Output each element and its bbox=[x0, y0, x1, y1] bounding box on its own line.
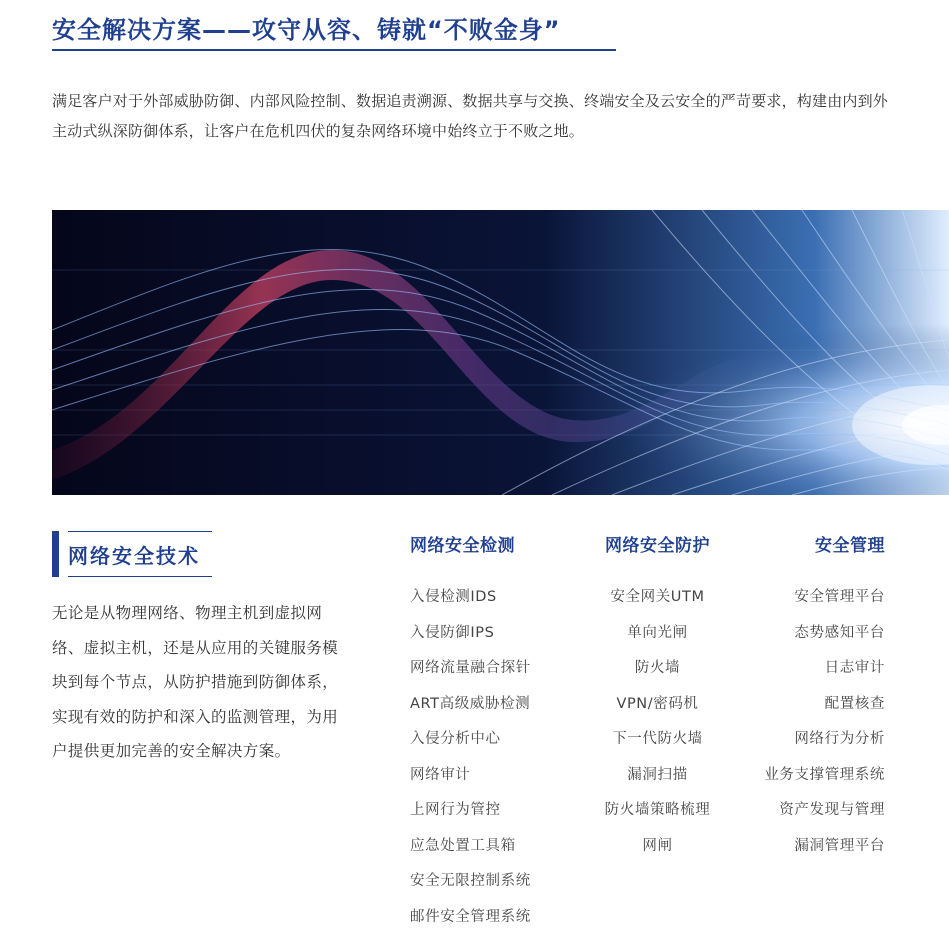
list-item: VPN/密码机 bbox=[580, 687, 735, 723]
list-item: 资产发现与管理 bbox=[735, 793, 885, 829]
list-item: 态势感知平台 bbox=[735, 616, 885, 652]
list-item: 安全无限控制系统 bbox=[410, 864, 590, 900]
list-item: 下一代防火墙 bbox=[580, 722, 735, 758]
product-list bbox=[735, 580, 885, 864]
list-item: 应急处置工具箱 bbox=[410, 829, 590, 865]
list-item: 网络流量融合探针 bbox=[410, 651, 590, 687]
list-item: 漏洞扫描 bbox=[580, 758, 735, 794]
column-title: 网络安全检测 bbox=[410, 533, 590, 559]
section-accent-bar bbox=[52, 531, 59, 577]
list-item: 安全管理平台 bbox=[735, 580, 885, 616]
list-item: 入侵分析中心 bbox=[410, 722, 590, 758]
column-detection bbox=[410, 533, 590, 935]
list-item: 入侵检测IDS bbox=[410, 580, 590, 616]
list-item: 入侵防御IPS bbox=[410, 616, 590, 652]
list-item: 网络行为分析 bbox=[735, 722, 885, 758]
section-title-top-line bbox=[68, 531, 212, 532]
list-item: 日志审计 bbox=[735, 651, 885, 687]
page-title: 安全解决方案——攻守从容、铸就“不败金身” bbox=[52, 10, 561, 45]
title-underline bbox=[52, 49, 616, 51]
list-item: 安全网关UTM bbox=[580, 580, 735, 616]
list-item: 单向光闸 bbox=[580, 616, 735, 652]
product-list bbox=[580, 580, 735, 864]
list-item: 漏洞管理平台 bbox=[735, 829, 885, 865]
list-item: 网络审计 bbox=[410, 758, 590, 794]
section-title-bottom-line bbox=[68, 576, 212, 577]
list-item: 业务支撑管理系统 bbox=[735, 758, 885, 794]
column-title: 网络安全防护 bbox=[580, 533, 735, 559]
list-item: 邮件安全管理系统 bbox=[410, 900, 590, 935]
network-wave-image bbox=[52, 210, 949, 495]
list-item: 防火墙策略梳理 bbox=[580, 793, 735, 829]
product-list bbox=[410, 580, 590, 935]
column-protection bbox=[580, 533, 735, 864]
list-item: 上网行为管控 bbox=[410, 793, 590, 829]
list-item: ART高级威胁检测 bbox=[410, 687, 590, 723]
section-title: 网络安全技术 bbox=[68, 540, 200, 569]
column-title: 安全管理 bbox=[735, 533, 885, 559]
list-item: 网闸 bbox=[580, 829, 735, 865]
list-item: 防火墙 bbox=[580, 651, 735, 687]
section-description: 无论是从物理网络、物理主机到虚拟网络、虚拟主机，还是从应用的关键服务模块到每个节点，从防护措施到防御体系，实现有效的防护和深入的监测管理，为用户提供更加完善的安全解决方案。 bbox=[52, 596, 352, 769]
list-item: 配置核查 bbox=[735, 687, 885, 723]
intro-paragraph: 满足客户对于外部威胁防御、内部风险控制、数据追责溯源、数据共享与交换、终端安全及云安全的严苛要求，构建由内到外主动式纵深防御体系，让客户在危机四伏的复杂网络环境中始终立于不败之地。 bbox=[52, 86, 902, 146]
column-management bbox=[735, 533, 885, 864]
